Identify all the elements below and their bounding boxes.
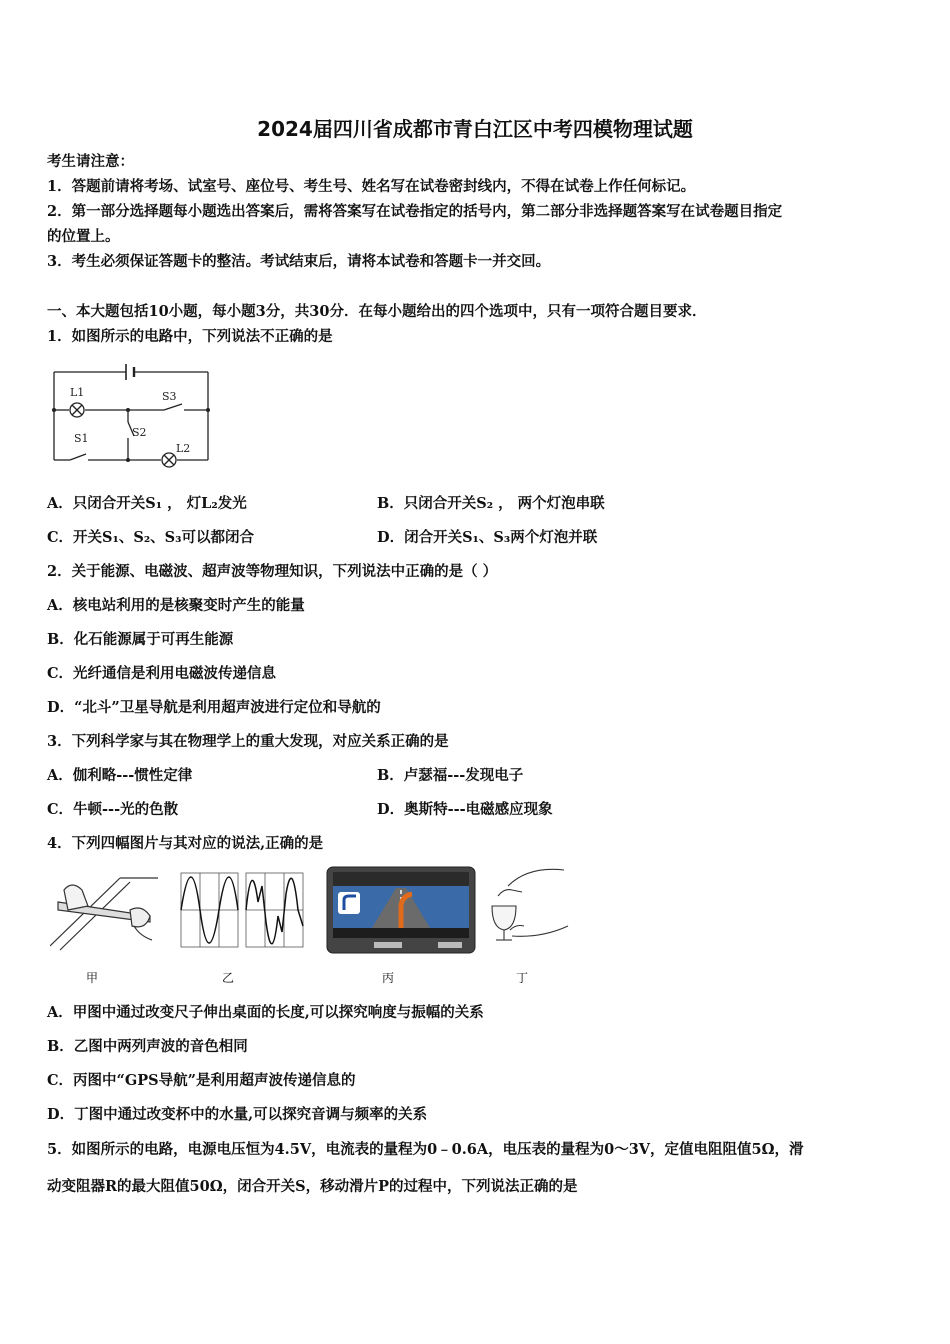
label-S1: S1 — [74, 432, 89, 445]
label-L1: L1 — [70, 386, 85, 399]
q3-option-d: D．奥斯特---电磁感应现象 — [377, 801, 553, 818]
section-heading: 一、本大题包括10小题，每小题3分，共30分．在每小题给出的四个选项中，只有一项符合题目要求． — [47, 303, 707, 320]
q1-option-c: C．开关S₁、S₂、S₃可以都闭合 — [47, 529, 255, 546]
notice-item-2-cont: 的位置上。 — [47, 228, 120, 245]
q1-circuit-diagram — [44, 360, 214, 470]
page-title: 2024届四川省成都市青白江区中考四模物理试题 — [257, 117, 693, 141]
q5-stem-line-2: 动变阻器R的最大阻值50Ω，闭合开关S，移动滑片P的过程中，下列说法正确的是 — [47, 1178, 578, 1195]
caption-yi: 乙 — [222, 971, 235, 985]
q4-figure-ding — [488, 866, 570, 948]
q4-figure-bing-gps — [326, 866, 476, 954]
q2-option-c: C．光纤通信是利用电磁波传递信息 — [47, 665, 277, 682]
notice-item-1: 1．答题前请将考场、试室号、座位号、考生号、姓名写在试卷密封线内，不得在试卷上作任何标记。 — [47, 178, 696, 195]
q4-option-b: B．乙图中两列声波的音色相同 — [47, 1038, 248, 1055]
q4-stem: 4．下列四幅图片与其对应的说法,正确的是 — [47, 835, 324, 852]
q2-stem: 2．关于能源、电磁波、超声波等物理知识，下列说法中正确的是（ ） — [47, 563, 498, 580]
label-L2: L2 — [176, 442, 191, 455]
q4-option-a: A．甲图中通过改变尺子伸出桌面的长度,可以探究响度与振幅的关系 — [47, 1004, 484, 1021]
notice-heading: 考生请注意： — [47, 153, 134, 170]
q3-option-c: C．牛顿---光的色散 — [47, 801, 179, 818]
notice-item-2: 2．第一部分选择题每小题选出答案后，需将答案写在试卷指定的括号内，第二部分非选择题答案写在试卷题目指定 — [47, 203, 783, 220]
q1-option-b: B．只闭合开关S₂ ， 两个灯泡串联 — [377, 495, 605, 512]
q2-option-b: B．化石能源属于可再生能源 — [47, 631, 234, 648]
q4-figure-jia — [50, 870, 160, 952]
notice-item-3: 3．考生必须保证答题卡的整洁。考试结束后，请将本试卷和答题卡一并交回。 — [47, 253, 551, 270]
q4-option-d: D．丁图中通过改变杯中的水量,可以探究音调与频率的关系 — [47, 1106, 428, 1123]
q3-stem: 3．下列科学家与其在物理学上的重大发现，对应关系正确的是 — [47, 733, 449, 750]
q1-stem: 1．如图所示的电路中，下列说法不正确的是 — [47, 328, 333, 345]
q4-option-c: C．丙图中“GPS导航”是利用超声波传递信息的 — [47, 1072, 356, 1089]
q1-option-d: D．闭合开关S₁、S₃两个灯泡并联 — [377, 529, 598, 546]
q2-option-d: D．“北斗”卫星导航是利用超声波进行定位和导航的 — [47, 699, 381, 716]
q2-option-a: A．核电站利用的是核聚变时产生的能量 — [47, 597, 305, 614]
q4-figure-yi — [180, 872, 306, 950]
label-S3: S3 — [162, 390, 177, 403]
q3-option-a: A．伽利略---惯性定律 — [47, 767, 193, 784]
q3-option-b: B．卢瑟福---发现电子 — [377, 767, 524, 784]
q5-stem-line-1: 5．如图所示的电路，电源电压恒为4.5V，电流表的量程为0﹣0.6A，电压表的量程为0～3V，定值电阻阻值5Ω，滑 — [47, 1141, 804, 1158]
q1-option-a: A．只闭合开关S₁ ， 灯L₂发光 — [47, 495, 247, 512]
caption-bing: 丙 — [382, 971, 395, 985]
label-S2: S2 — [132, 426, 147, 439]
caption-jia: 甲 — [86, 971, 99, 985]
caption-ding: 丁 — [516, 971, 529, 985]
